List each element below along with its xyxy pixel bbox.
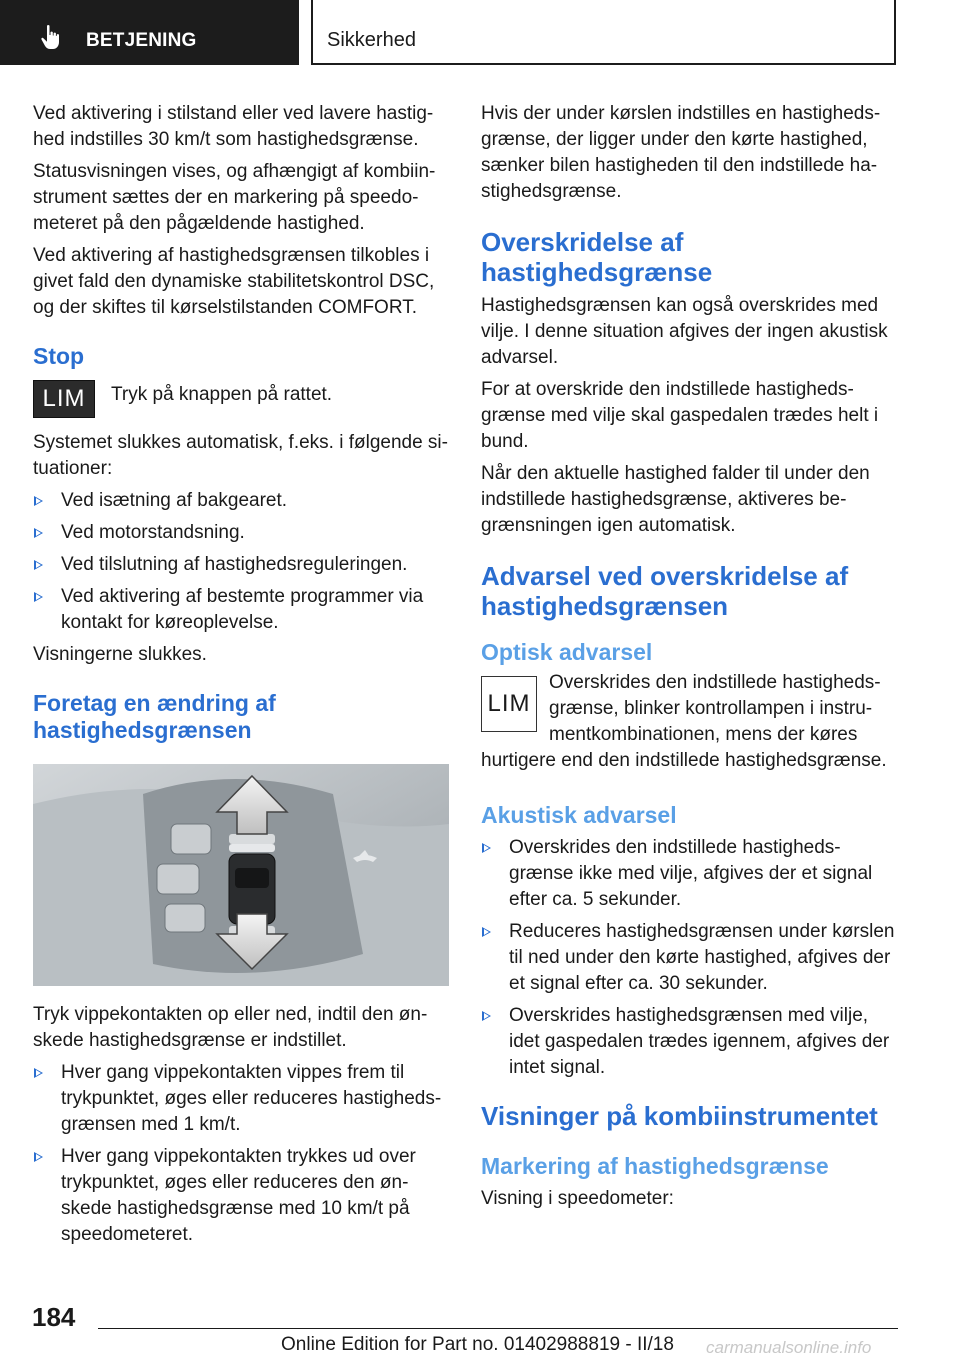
marking-heading: Markering af hastighedsgrænse — [481, 1153, 829, 1179]
list-item: Ved aktivering af bestemte programmer via kontakt for køreoplevelse. — [33, 584, 449, 636]
triangle-bullet-icon — [34, 528, 43, 538]
paragraph: Ved aktivering i stilstand eller ved lavere hastig‐hed indstilles 30 km/t som hastighedsgrænse. — [33, 103, 434, 150]
bullet-list — [33, 1060, 449, 1248]
triangle-bullet-icon — [482, 843, 491, 853]
change-heading: Foretag en ændring af hastighedsgrænsen — [33, 690, 276, 743]
paragraph: Tryk vippekontakten op eller ned, indtil den øn‐skede hastighedsgrænse er indstillet. — [33, 1004, 428, 1051]
edition-text: Online Edition for Part no. 01402988819 - II/18 — [281, 1334, 674, 1355]
topic-label: Sikkerhed — [327, 29, 416, 51]
triangle-bullet-icon — [34, 592, 43, 602]
warning-heading: Advarsel ved overskridelse af hastighedsgrænsen — [481, 561, 849, 621]
lim-indicator-icon: LIM — [481, 676, 537, 732]
topic-tab — [311, 0, 896, 65]
list-item: Ved isætning af bakgearet. — [33, 488, 449, 514]
list-item: Ved tilslutning af hastighedsreguleringen. — [33, 552, 449, 578]
steering-wheel-image — [33, 764, 449, 986]
section-label: BETJENING — [86, 30, 197, 51]
paragraph: Ved aktivering af hastighedsgrænsen tilkobles i givet fald den dynamiske stabilitetskontrol DSC, og der skiftes til kørselstilstanden COMFORT. — [33, 245, 435, 318]
paragraph: Når den aktuelle hastighed falder til under den indstillede hastighedsgrænse, aktiveres be‐grænsningen igen automatisk. — [481, 463, 870, 536]
triangle-bullet-icon — [482, 927, 491, 937]
display-heading: Visninger på kombiinstrumentet — [481, 1101, 878, 1131]
optical-warning-text: Overskrides den indstillede hastigheds‐grænse, blinker kontrollampen i instru‐mentkombinationen, mens der køres hurtigere end den indstillede hastighedsgrænse. — [481, 672, 887, 771]
list-item: Hver gang vippekontakten vippes frem til trykpunktet, øges eller reduceres hastigheds‐grænsen med 1 km/t. — [33, 1060, 449, 1138]
paragraph: Visning i speedometer: — [481, 1188, 674, 1209]
footer-divider — [98, 1328, 898, 1329]
triangle-bullet-icon — [34, 560, 43, 570]
optical-warning-heading: Optisk advarsel — [481, 639, 653, 665]
triangle-bullet-icon — [482, 1011, 491, 1021]
right-column — [481, 101, 897, 1218]
bullet-list — [33, 488, 449, 636]
lim-button-icon: LIM — [33, 380, 95, 418]
paragraph: Statusvisningen vises, og afhængigt af kombiin‐strument sættes der en markering på speedo‐meteret på den pågældende hastighed. — [33, 161, 436, 234]
exceed-heading: Overskridelse af hastighedsgrænse — [481, 227, 713, 287]
list-item: Reduceres hastighedsgrænsen under kørslen til ned under den kørte hastighed, afgives der et signal efter ca. 30 sekunder. — [481, 919, 897, 997]
hand-pointer-icon — [40, 24, 62, 50]
watermark: carmanualsonline.info — [706, 1338, 872, 1357]
triangle-bullet-icon — [34, 1152, 43, 1162]
list-item: Overskrides den indstillede hastigheds‐grænse ikke med vilje, afgives der et signal efter ca. 5 sekunder. — [481, 835, 897, 913]
section-tab — [0, 0, 299, 65]
page-number: 184 — [32, 1302, 76, 1332]
acoustic-warning-heading: Akustisk advarsel — [481, 802, 677, 828]
stop-instruction: Tryk på knappen på rattet. — [111, 384, 333, 405]
list-item: Overskrides hastighedsgrænsen med vilje, idet gaspedalen trædes igennem, afgives der intet signal. — [481, 1003, 897, 1081]
left-column — [33, 101, 449, 1254]
triangle-bullet-icon — [34, 496, 43, 506]
paragraph: Hastighedsgrænsen kan også overskrides med vilje. I denne situation afgives der ingen akustisk advarsel. — [481, 295, 888, 368]
paragraph: Visningerne slukkes. — [33, 644, 207, 665]
list-item: Ved motorstandsning. — [33, 520, 449, 546]
paragraph: Systemet slukkes automatisk, f.eks. i følgende si‐tuationer: — [33, 432, 448, 479]
list-item: Hver gang vippekontakten trykkes ud over trykpunktet, øges eller reduceres den øn‐skede hastighedsgrænse med 10 km/t på speedometeret. — [33, 1144, 449, 1248]
stop-heading: Stop — [33, 343, 85, 369]
triangle-bullet-icon — [34, 1068, 43, 1078]
paragraph: For at overskride den indstillede hastigheds‐grænse med vilje skal gaspedalen trædes helt i bund. — [481, 379, 879, 452]
paragraph: Hvis der under kørslen indstilles en hastigheds‐grænse, der ligger under den kørte hastighed, sænker bilen hastigheden til den indstillede ha‐stighedsgrænse. — [481, 103, 881, 202]
bullet-list — [481, 835, 897, 1081]
